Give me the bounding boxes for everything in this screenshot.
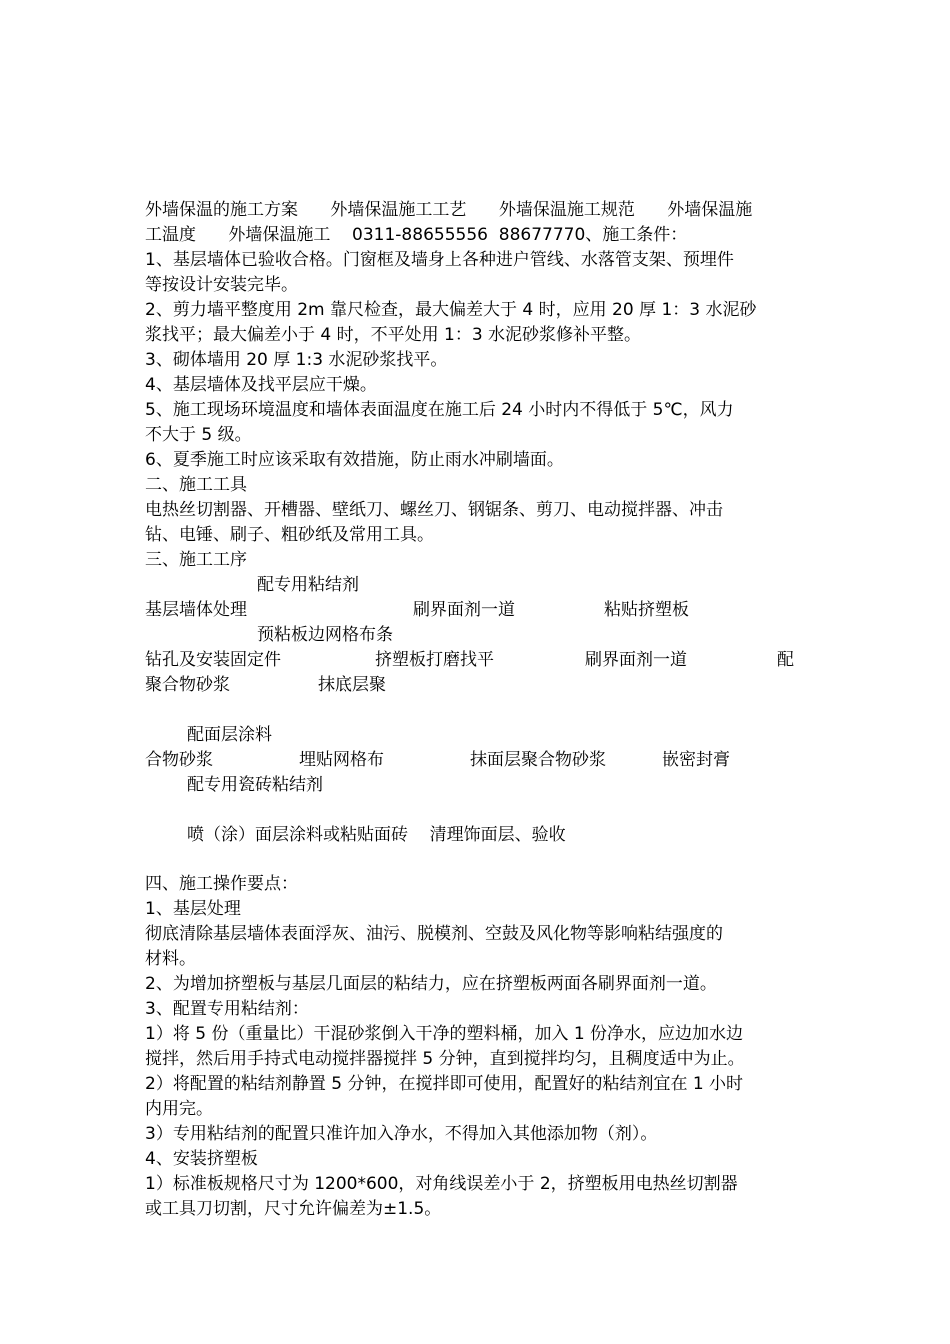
flow-step: 抹底层聚 xyxy=(318,675,386,695)
text-line: 浆找平；最大偏差小于 4 时，不平处用 1：3 水泥砂浆修补平整。 xyxy=(145,325,642,345)
text-line: 等按设计安装完毕。 xyxy=(145,275,298,295)
flow-step: 合物砂浆 xyxy=(145,750,213,770)
flow-step: 喷（涂）面层涂料或粘贴面砖 清理饰面层、验收 xyxy=(187,825,566,845)
text-line: 内用完。 xyxy=(145,1099,213,1119)
text-line: 钻、电锤、刷子、粗砂纸及常用工具。 xyxy=(145,525,434,545)
flow-step: 预粘板边网格布条 xyxy=(257,625,393,645)
text-line: 不大于 5 级。 xyxy=(145,425,252,445)
flow-step: 配专用粘结剂 xyxy=(257,575,359,595)
text-line: 材料。 xyxy=(145,949,196,969)
flow-step: 嵌密封膏 xyxy=(662,750,730,770)
text-line: 6、夏季施工时应该采取有效措施，防止雨水冲刷墙面。 xyxy=(145,450,564,470)
flow-step: 埋贴网格布 xyxy=(299,750,384,770)
flow-step: 刷界面剂一道 xyxy=(585,650,687,670)
flow-step: 基层墙体处理 xyxy=(145,600,247,620)
text-line: 3、配置专用粘结剂： xyxy=(145,999,309,1019)
flow-step: 配面层涂料 xyxy=(187,725,272,745)
text-line: 1）将 5 份（重量比）干混砂浆倒入干净的塑料桶，加入 1 份净水，应边加水边 xyxy=(145,1024,744,1044)
text-line: 5、施工现场环境温度和墙体表面温度在施工后 24 小时内不得低于 5℃，风力 xyxy=(145,400,734,420)
section-heading: 三、施工工序 xyxy=(145,550,247,570)
text-line: 1）标准板规格尺寸为 1200*600，对角线误差小于 2，挤塑板用电热丝切割器 xyxy=(145,1174,738,1194)
text-line: 彻底清除基层墙体表面浮灰、油污、脱模剂、空鼓及风化物等影响粘结强度的 xyxy=(145,924,723,944)
text-line: 工温度 外墙保温施工 0311-88655556 88677770、施工条件： xyxy=(145,225,688,245)
flow-step: 挤塑板打磨找平 xyxy=(375,650,494,670)
text-line: 或工具刀切割，尺寸允许偏差为±1.5。 xyxy=(145,1199,442,1219)
text-line: 4、基层墙体及找平层应干燥。 xyxy=(145,375,377,395)
flow-step: 抹面层聚合物砂浆 xyxy=(470,750,606,770)
text-line: 2、剪力墙平整度用 2m 靠尺检查，最大偏差大于 4 时，应用 20 厚 1：3 水泥砂 xyxy=(145,300,757,320)
text-line: 2、为增加挤塑板与基层几面层的粘结力，应在挤塑板两面各刷界面剂一道。 xyxy=(145,974,717,994)
flow-step: 聚合物砂浆 xyxy=(145,675,230,695)
text-line: 搅拌，然后用手持式电动搅拌器搅拌 5 分钟，直到搅拌均匀，且稠度适中为止。 xyxy=(145,1049,745,1069)
flow-step: 钻孔及安装固定件 xyxy=(145,650,281,670)
text-line: 外墙保温的施工方案 外墙保温施工工艺 外墙保温施工规范 外墙保温施 xyxy=(145,200,753,220)
text-line: 电热丝切割器、开槽器、壁纸刀、螺丝刀、钢锯条、剪刀、电动搅拌器、冲击 xyxy=(145,500,723,520)
flow-step: 粘贴挤塑板 xyxy=(604,600,689,620)
flow-step: 配专用瓷砖粘结剂 xyxy=(187,775,323,795)
text-line: 1、基层处理 xyxy=(145,899,241,919)
flow-step: 配 xyxy=(777,650,794,670)
section-heading: 二、施工工具 xyxy=(145,475,247,495)
text-line: 1、基层墙体已验收合格。门窗框及墙身上各种进户管线、水落管支架、预埋件 xyxy=(145,250,734,270)
section-heading: 四、施工操作要点： xyxy=(145,874,298,894)
text-line: 3、砌体墙用 20 厚 1:3 水泥砂浆找平。 xyxy=(145,350,448,370)
text-line: 3）专用粘结剂的配置只准许加入净水，不得加入其他添加物（剂）。 xyxy=(145,1124,658,1144)
text-line: 2）将配置的粘结剂静置 5 分钟，在搅拌即可使用，配置好的粘结剂宜在 1 小时 xyxy=(145,1074,744,1094)
text-line: 4、安装挤塑板 xyxy=(145,1149,258,1169)
flow-step: 刷界面剂一道 xyxy=(413,600,515,620)
